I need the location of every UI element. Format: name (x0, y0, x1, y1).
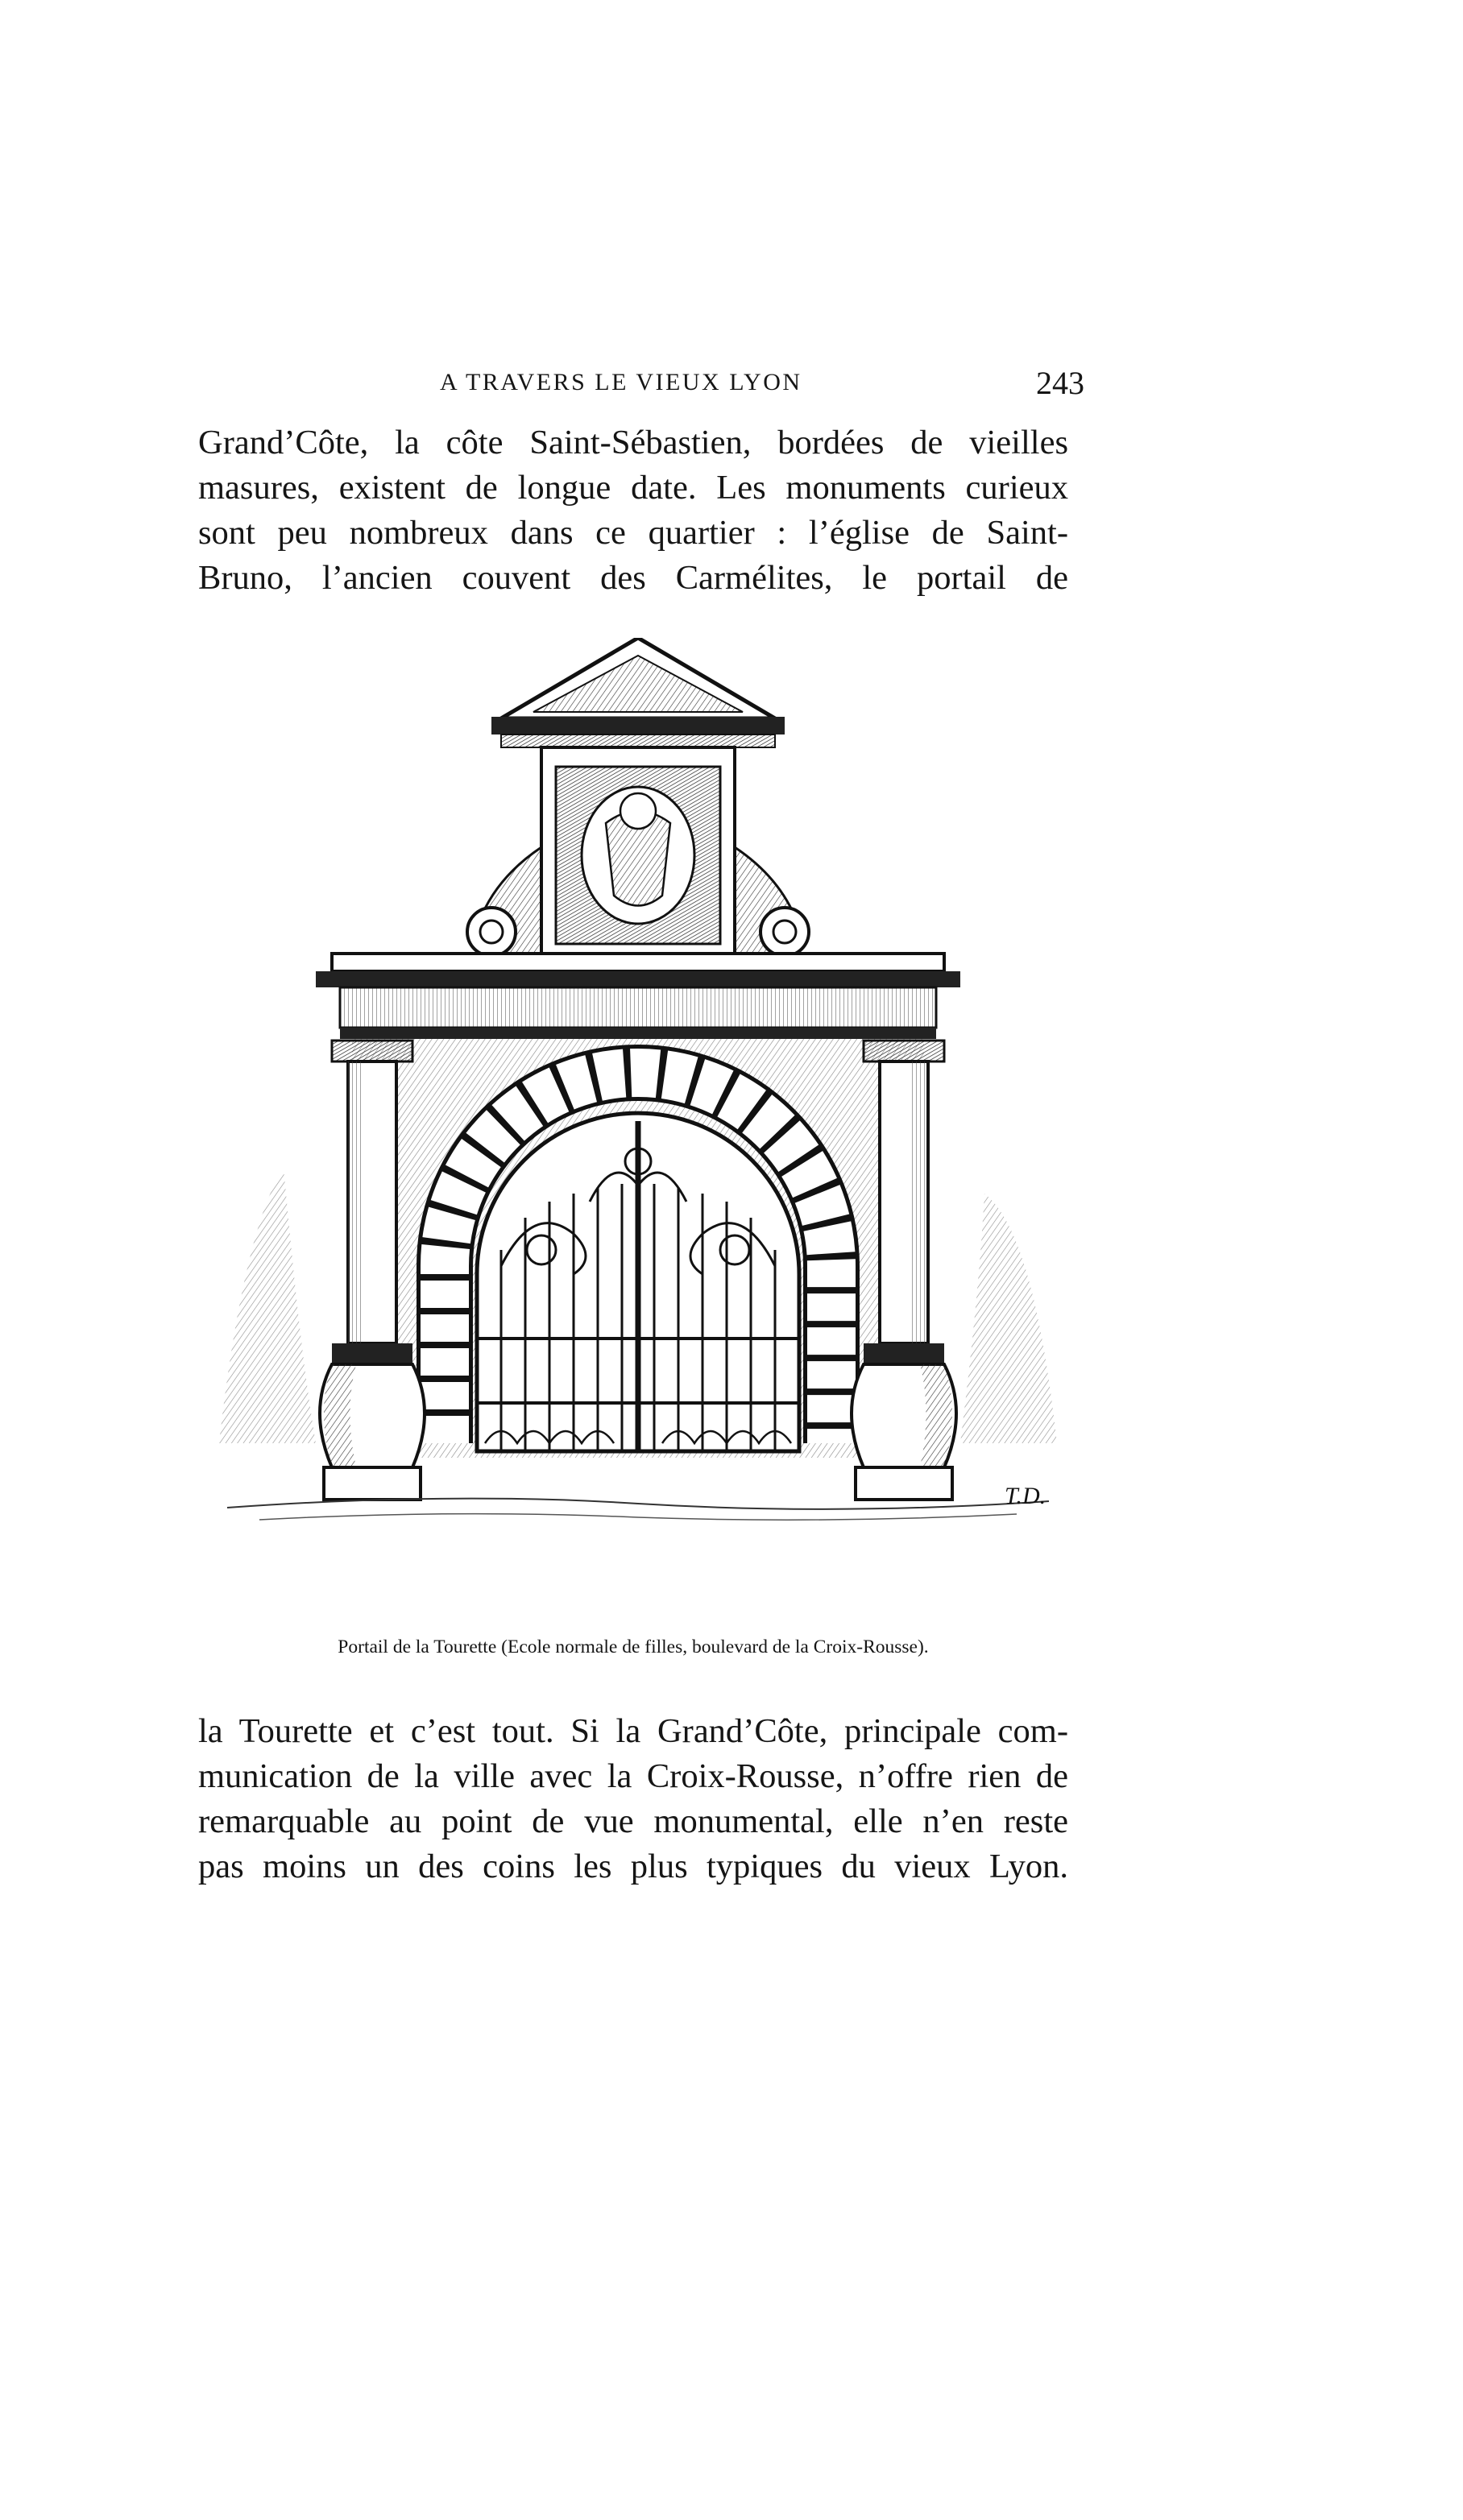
paragraph-top (198, 420, 1068, 601)
text-line: la Tourette et c’est tout. Si la Grand’Côte, principale com- (198, 1712, 1068, 1750)
text-line: sont peu nombreux dans ce quartier : l’église de Saint- (198, 514, 1068, 552)
running-title: A TRAVERS LE VIEUX LYON (440, 369, 802, 395)
illustration-portal (211, 638, 1065, 1628)
figure-caption: Portail de la Tourette (Ecole normale de filles, boulevard de la Croix-Rousse). (338, 1637, 929, 1657)
text-line: munication de la ville avec la Croix-Rousse, n’offre rien de (198, 1757, 1068, 1795)
text-line: Grand’Côte, la côte Saint-Sébastien, bordées de vieilles (198, 424, 1068, 461)
paragraph-bottom (198, 1709, 1068, 1889)
running-head (198, 364, 1084, 412)
portal-engraving (211, 638, 1065, 1628)
text-line: masures, existent de longue date. Les monuments curieux (198, 469, 1068, 507)
text-line: pas moins un des coins les plus typiques du vieux Lyon. (198, 1848, 1068, 1885)
text-line: Bruno, l’ancien couvent des Carmélites, le portail de (198, 559, 1068, 597)
text-line: remarquable au point de vue monumental, elle n’en reste (198, 1802, 1068, 1840)
artist-signature: T.D. (1005, 1483, 1046, 1509)
page-number: 243 (1036, 365, 1084, 401)
